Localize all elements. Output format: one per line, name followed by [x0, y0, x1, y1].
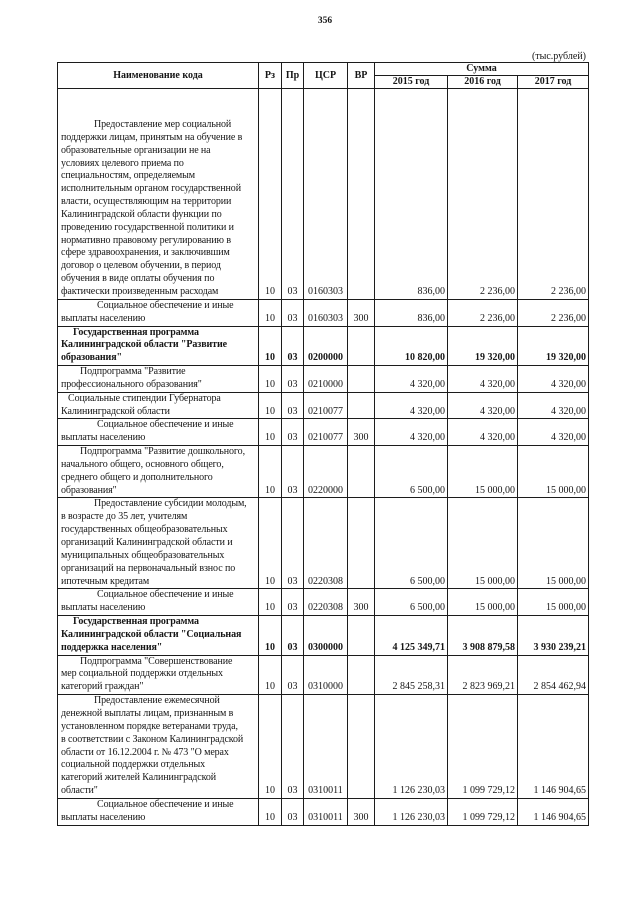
sum-2016-cell: 1 099 729,12 [448, 798, 518, 825]
sum-2017-cell: 4 320,00 [518, 419, 589, 446]
rz-cell: 10 [259, 695, 282, 799]
row-name-line: Социальные стипендии Губернатора [68, 392, 221, 404]
row-name-line: мер социальной поддержки отдельных [61, 668, 223, 680]
sum-2016-cell: 15 000,00 [448, 446, 518, 498]
header-row-top [58, 63, 589, 76]
sum-2017-cell: 4 320,00 [518, 392, 589, 419]
row-name-cell [58, 655, 259, 695]
row-name-cell [58, 798, 259, 825]
rz-cell: 10 [259, 498, 282, 589]
header-rz: Рз [259, 63, 282, 89]
budget-table [57, 62, 589, 826]
pr-cell: 03 [282, 695, 304, 799]
sum-2017-cell: 4 320,00 [518, 366, 589, 393]
row-name-line: денежной выплаты лицам, признанным в [61, 707, 234, 719]
row-name-line: Предоставление мер социальной [94, 119, 232, 130]
row-name-cell [58, 89, 259, 300]
sum-2015-cell: 6 500,00 [375, 446, 448, 498]
row-name-cell [58, 392, 259, 419]
row-name-line: образовательные организации не на [61, 144, 211, 156]
table-body [58, 89, 589, 826]
vr-cell: 300 [348, 419, 375, 446]
row-name-line: Подпрограмма "Развитие [80, 366, 186, 378]
vr-cell: 300 [348, 589, 375, 616]
table-row [58, 695, 589, 799]
row-name-line: образования" [61, 352, 122, 364]
vr-cell [348, 655, 375, 695]
row-name-line: Социальное обеспечение и иные [97, 798, 234, 810]
csr-cell: 0160303 [304, 89, 348, 300]
row-name-line: обучения в виде оплаты обучения по [61, 273, 215, 285]
row-name-line: Калининградской области "Социальная [61, 628, 242, 640]
row-name-line: организаций на первоначальный взнос по [61, 562, 236, 574]
row-name-line: Социальное обеспечение и иные [97, 419, 234, 431]
sum-2015-cell: 6 500,00 [375, 498, 448, 589]
row-name-cell [58, 299, 259, 326]
table-row [58, 89, 589, 300]
row-name-line: начального общего, основного общего, [61, 458, 224, 470]
csr-cell: 0220308 [304, 589, 348, 616]
row-name-line: Подпрограмма "Совершенствование [80, 655, 233, 667]
vr-cell [348, 695, 375, 799]
row-name-line: области" [61, 785, 98, 797]
pr-cell: 03 [282, 446, 304, 498]
sum-2016-cell: 2 236,00 [448, 299, 518, 326]
table-header [58, 63, 589, 89]
rz-cell: 10 [259, 798, 282, 825]
row-name-line: сфере здравоохранения, и заключившим [61, 247, 230, 259]
table-row [58, 655, 589, 695]
row-name-line: Государственная программа [73, 616, 199, 628]
row-name-line: категорий жителей Калининградской [61, 772, 217, 784]
row-name-line: организаций Калининградской области и [61, 537, 233, 548]
pr-cell: 03 [282, 299, 304, 326]
vr-cell [348, 446, 375, 498]
header-pr: Пр [282, 63, 304, 89]
row-name-line: выплаты населению [61, 602, 146, 614]
csr-cell: 0300000 [304, 616, 348, 656]
row-name-line: установленном порядке ветеранами труда, [61, 720, 238, 732]
csr-cell: 0160303 [304, 299, 348, 326]
csr-cell: 0220308 [304, 498, 348, 589]
header-year-2017: 2017 год [518, 76, 589, 89]
csr-cell: 0310011 [304, 695, 348, 799]
row-name-line: категорий граждан" [61, 681, 144, 693]
vr-cell [348, 366, 375, 393]
row-name-line: специальностям, определяемым [61, 170, 196, 182]
row-name-line: поддержка населения" [61, 641, 163, 653]
vr-cell [348, 616, 375, 656]
csr-cell: 0310000 [304, 655, 348, 695]
sum-2015-cell: 4 320,00 [375, 392, 448, 419]
row-name-cell [58, 419, 259, 446]
table-row [58, 498, 589, 589]
header-year-2015: 2015 год [375, 76, 448, 89]
row-name-line: выплаты населению [61, 312, 146, 324]
row-name-line: государственных общеобразовательных [61, 524, 228, 536]
row-name-line: Калининградской области "Развитие [61, 339, 227, 351]
table-row [58, 326, 589, 366]
table-row [58, 392, 589, 419]
sum-2017-cell: 15 000,00 [518, 446, 589, 498]
sum-2017-cell: 19 320,00 [518, 326, 589, 366]
rz-cell: 10 [259, 392, 282, 419]
row-name-line: среднего общего и дополнительного [61, 471, 213, 483]
row-name-line: профессионального образования" [61, 378, 202, 390]
sum-2015-cell: 836,00 [375, 299, 448, 326]
rz-cell: 10 [259, 446, 282, 498]
sum-2015-cell: 6 500,00 [375, 589, 448, 616]
table-row [58, 446, 589, 498]
row-name-line: Калининградской области [61, 405, 170, 417]
sum-2015-cell: 836,00 [375, 89, 448, 300]
row-name-line: Подпрограмма "Развитие дошкольного, [80, 446, 245, 458]
row-name-line: Социальное обеспечение и иные [97, 589, 234, 601]
row-name-cell [58, 366, 259, 393]
sum-2016-cell: 15 000,00 [448, 589, 518, 616]
table-row [58, 419, 589, 446]
row-name-line: условиях целевого приема по [61, 157, 184, 169]
row-name-line: фактически произведенным расходам [61, 285, 219, 297]
row-name-line: образования" [61, 484, 117, 496]
vr-cell [348, 326, 375, 366]
csr-cell: 0210000 [304, 366, 348, 393]
csr-cell: 0210077 [304, 392, 348, 419]
pr-cell: 03 [282, 616, 304, 656]
header-csr: ЦСР [304, 63, 348, 89]
rz-cell: 10 [259, 89, 282, 300]
row-name-line: социальной поддержки отдельных [61, 759, 205, 771]
sum-2017-cell: 2 236,00 [518, 89, 589, 300]
rz-cell: 10 [259, 419, 282, 446]
csr-cell: 0310011 [304, 798, 348, 825]
row-name-line: договор о целевом обучении, в период [61, 260, 221, 272]
row-name-line: Государственная программа [73, 326, 199, 338]
row-name-line: муниципальных общеобразовательных [61, 549, 225, 561]
pr-cell: 03 [282, 366, 304, 393]
row-name-cell [58, 616, 259, 656]
rz-cell: 10 [259, 366, 282, 393]
vr-cell: 300 [348, 299, 375, 326]
table-row [58, 616, 589, 656]
vr-cell: 300 [348, 798, 375, 825]
row-name-line: нормативно правовому регулированию в [61, 234, 231, 246]
pr-cell: 03 [282, 392, 304, 419]
sum-2016-cell: 4 320,00 [448, 392, 518, 419]
row-name-line: Предоставление ежемесячной [94, 695, 220, 707]
rz-cell: 10 [259, 655, 282, 695]
rz-cell: 10 [259, 299, 282, 326]
sum-2015-cell: 2 845 258,31 [375, 655, 448, 695]
sum-2016-cell: 15 000,00 [448, 498, 518, 589]
sum-2017-cell: 3 930 239,21 [518, 616, 589, 656]
sum-2015-cell: 4 125 349,71 [375, 616, 448, 656]
rz-cell: 10 [259, 326, 282, 366]
pr-cell: 03 [282, 498, 304, 589]
row-name-cell [58, 326, 259, 366]
pr-cell: 03 [282, 326, 304, 366]
sum-2017-cell: 2 236,00 [518, 299, 589, 326]
sum-2016-cell: 1 099 729,12 [448, 695, 518, 799]
header-year-2016: 2016 год [448, 76, 518, 89]
sum-2016-cell: 4 320,00 [448, 366, 518, 393]
sum-2017-cell: 15 000,00 [518, 589, 589, 616]
header-sum: Сумма [375, 63, 589, 76]
row-name-cell [58, 695, 259, 799]
csr-cell: 0210077 [304, 419, 348, 446]
sum-2016-cell: 19 320,00 [448, 326, 518, 366]
rz-cell: 10 [259, 589, 282, 616]
row-name-line: области от 16.12.2004 г. № 473 "О мерах [61, 746, 229, 758]
row-name-cell [58, 446, 259, 498]
sum-2015-cell: 4 320,00 [375, 419, 448, 446]
csr-cell: 0220000 [304, 446, 348, 498]
pr-cell: 03 [282, 89, 304, 300]
sum-2017-cell: 1 146 904,65 [518, 695, 589, 799]
vr-cell [348, 89, 375, 300]
pr-cell: 03 [282, 655, 304, 695]
row-name-line: в соответствии с Законом Калининградской [61, 733, 244, 745]
sum-2016-cell: 3 908 879,58 [448, 616, 518, 656]
sum-2015-cell: 1 126 230,03 [375, 798, 448, 825]
sum-2015-cell: 1 126 230,03 [375, 695, 448, 799]
row-name-line: власти, осуществляющим на территории [61, 196, 232, 208]
table-row [58, 366, 589, 393]
row-name-line: исполнительным органом государственной [61, 183, 241, 195]
vr-cell [348, 392, 375, 419]
row-name-line: выплаты населению [61, 811, 146, 823]
row-name-line: поддержки лицам, принятым на обучение в [61, 131, 243, 143]
row-name-cell [58, 589, 259, 616]
sum-2016-cell: 2 823 969,21 [448, 655, 518, 695]
row-name-line: в возрасте до 35 лет, учителям [61, 511, 188, 523]
pr-cell: 03 [282, 589, 304, 616]
sum-2016-cell: 4 320,00 [448, 419, 518, 446]
csr-cell: 0200000 [304, 326, 348, 366]
row-name-cell [58, 498, 259, 589]
page-number: 356 [317, 16, 333, 26]
sum-2015-cell: 10 820,00 [375, 326, 448, 366]
rz-cell: 10 [259, 616, 282, 656]
row-name-line: проведению государственной политики и [61, 221, 234, 233]
row-name-line: Социальное обеспечение и иные [97, 299, 234, 311]
sum-2016-cell: 2 236,00 [448, 89, 518, 300]
row-name-line: Калининградской области функции по [61, 208, 222, 220]
sum-2017-cell: 2 854 462,94 [518, 655, 589, 695]
header-name: Наименование кода [58, 63, 259, 89]
vr-cell [348, 498, 375, 589]
units-note: (тыс.рублей) [531, 51, 586, 62]
table-row [58, 589, 589, 616]
pr-cell: 03 [282, 798, 304, 825]
pr-cell: 03 [282, 419, 304, 446]
row-name-line: выплаты населению [61, 432, 146, 444]
row-name-line: ипотечным кредитам [61, 575, 150, 587]
row-name-line: Предоставление субсидии молодым, [94, 498, 247, 510]
sum-2017-cell: 1 146 904,65 [518, 798, 589, 825]
header-vr: ВР [348, 63, 375, 89]
table-row [58, 299, 589, 326]
sum-2015-cell: 4 320,00 [375, 366, 448, 393]
table-row [58, 798, 589, 825]
sum-2017-cell: 15 000,00 [518, 498, 589, 589]
